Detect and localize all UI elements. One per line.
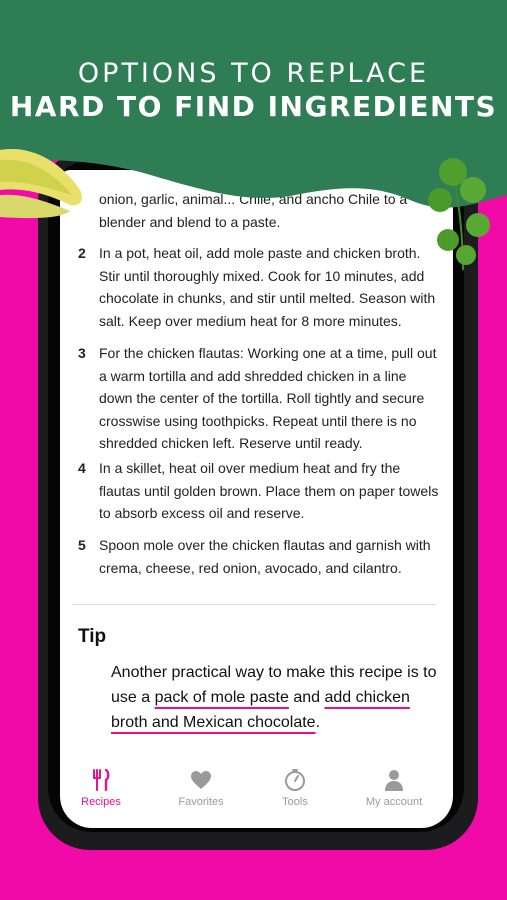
- tab-label: Recipes: [81, 796, 121, 808]
- step-text: In a pot, heat oil, add mole paste and chicken broth. Stir until thoroughly mixed. Cook for 10 minutes, add chocolate in chunks, and stir until melted. Season with salt. Keep over medium heat for 8 more minutes.: [99, 245, 436, 329]
- step-text: In a skillet, heat oil over medium heat and fry the flautas until golden brown. Place them on paper towels to absorb excess oil and reserve.: [99, 460, 439, 521]
- tip-highlight-mole-paste: pack of mole paste: [154, 689, 289, 706]
- step-text: onion, garlic, animal... Chile, and ancho Chile to a blender and blend to a paste.: [99, 191, 408, 230]
- timer-icon: [283, 768, 307, 792]
- tab-bar: [60, 758, 453, 828]
- avocado-slice-image: [0, 135, 120, 225]
- step-text: For the chicken flautas: Working one at a time, pull out a warm tortilla and add shredded chicken in a line down the center of the tortilla. Roll tightly and secure crosswise using toothpicks. Repeat until there is no shredded chicken left. Reserve until ready.: [99, 345, 437, 451]
- tip-text: [111, 660, 441, 735]
- tab-my-account[interactable]: [349, 768, 439, 808]
- app-screen: [60, 170, 453, 828]
- tab-favorites[interactable]: [156, 768, 246, 808]
- step-number: 3: [78, 345, 86, 361]
- step-text: Spoon mole over the chicken flautas and garnish with crema, cheese, red onion, avocado, and cilantro.: [99, 537, 431, 576]
- step-number: 2: [78, 245, 86, 261]
- banner-title-line2: HARD TO FIND INGREDIENTS: [9, 90, 498, 123]
- person-icon: [382, 768, 406, 792]
- tab-label: My account: [365, 796, 423, 808]
- tab-label: Favorites: [178, 796, 224, 808]
- heart-icon: [189, 768, 213, 792]
- banner-title-line1: OPTIONS TO REPLACE: [77, 58, 430, 89]
- tip-text-part: and: [288, 689, 325, 706]
- tip-text-part: .: [315, 714, 321, 731]
- tip-text-part: Another practical way to make this recipe is to use a: [111, 664, 437, 706]
- fork-knife-icon: [89, 768, 113, 792]
- tab-recipes[interactable]: [60, 768, 146, 808]
- tab-tools[interactable]: [250, 768, 340, 808]
- step-number: 4: [78, 460, 86, 476]
- cilantro-image: [418, 150, 507, 280]
- step-number: 5: [78, 537, 86, 553]
- tip-highlight-broth-chocolate: add chicken broth and Mexican chocolate: [111, 689, 410, 731]
- tab-label: Tools: [282, 796, 308, 808]
- section-divider: [72, 604, 436, 605]
- tip-heading: Tip: [78, 626, 107, 647]
